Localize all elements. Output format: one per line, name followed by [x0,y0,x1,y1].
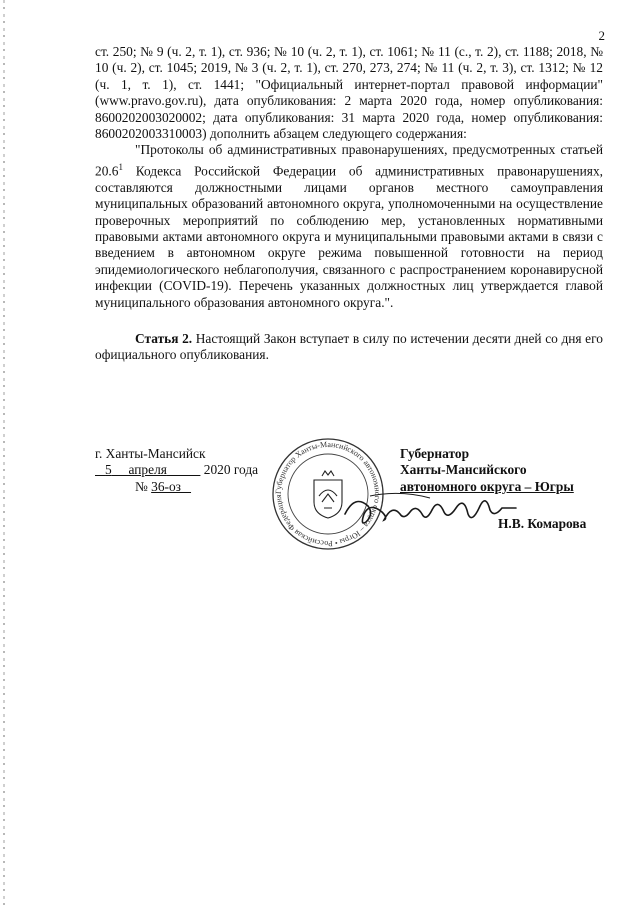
date-year: 2020 года [203,462,259,478]
date-month: апреля [128,462,167,478]
signer-title-1: Губернатор [400,446,470,461]
signer-title-3: автономного округа – Югры [400,478,574,494]
number-sign: № [135,478,148,494]
document-body [95,44,603,364]
article-2 [95,331,603,364]
paragraph-amendment-sources: ст. 250; № 9 (ч. 2, т. 1), ст. 936; № 10 (ч. 2, т. 1), ст. 1061; № 11 (с., т. 2), ст. 1188; 2018, № 10 (ч. 2), ст. 1045; 2019, № 3 (ч. 2, т. 1), ст. 270, 273, 274; № 11 (ч. 2, т. 3), ст. 1312; № 12 (ч. 1, т. 1), ст. 1441; "Официальный интернет-портал правовой информации" (www.pravo.gov.ru), дата опубликования: 2 марта 2020 года, номер опубликования: 8600202003020002; дата опубликования: 31 марта 2020 года, номер опубликования: 8600202003310003) дополнить абзацем следующего содержания: [95,44,603,142]
coat-of-arms-icon [314,471,342,518]
date-day: 5 [105,462,112,478]
footnote-superscript: 1 [118,161,123,172]
article-2-text: Настоящий Закон вступает в силу по истечении десяти дней со дня его официального опубликования. [95,330,603,363]
number-value: 36-оз [151,478,181,494]
article-2-label: Статья 2. [135,330,193,346]
scan-edge [3,0,5,905]
signing-date [95,462,258,478]
quote-part-1: "Протоколы об административных правонарушениях, предусмотренных статьей 20.6 [95,142,603,179]
law-number [95,479,258,495]
page-number: 2 [598,28,605,43]
signing-details [95,446,258,495]
paragraph-quoted-text [95,142,603,311]
seal-outer-text: Губернатор Ханты-Мансийского автономного округа – Югры • Российская Федерация [273,439,383,549]
signing-city: г. Ханты-Мансийск [95,446,206,461]
quote-part-2: Кодекса Российской Федерации об административных правонарушениях, составляются должностными лицами органов местного самоуправления муниципальных образований автономного округа, уполномоченными на осуществление проверочных мероприятий по соблюдению мер, установленных нормативными правовыми актами автономного округа и муниципальными правовыми актами в связи с введением в автономном округе режима повышенной готовности на период эпидемиологического неблагополучия, связанного с распространением коронавирусной инфекции (COVID-19). Перечень указанных должностных лиц утверждается главой муниципального образования автономного округа.". [95,163,603,310]
signer-block [400,446,587,531]
signer-title-2: Ханты-Мансийского [400,462,527,478]
signer-name: Н.В. Комарова [498,516,587,531]
